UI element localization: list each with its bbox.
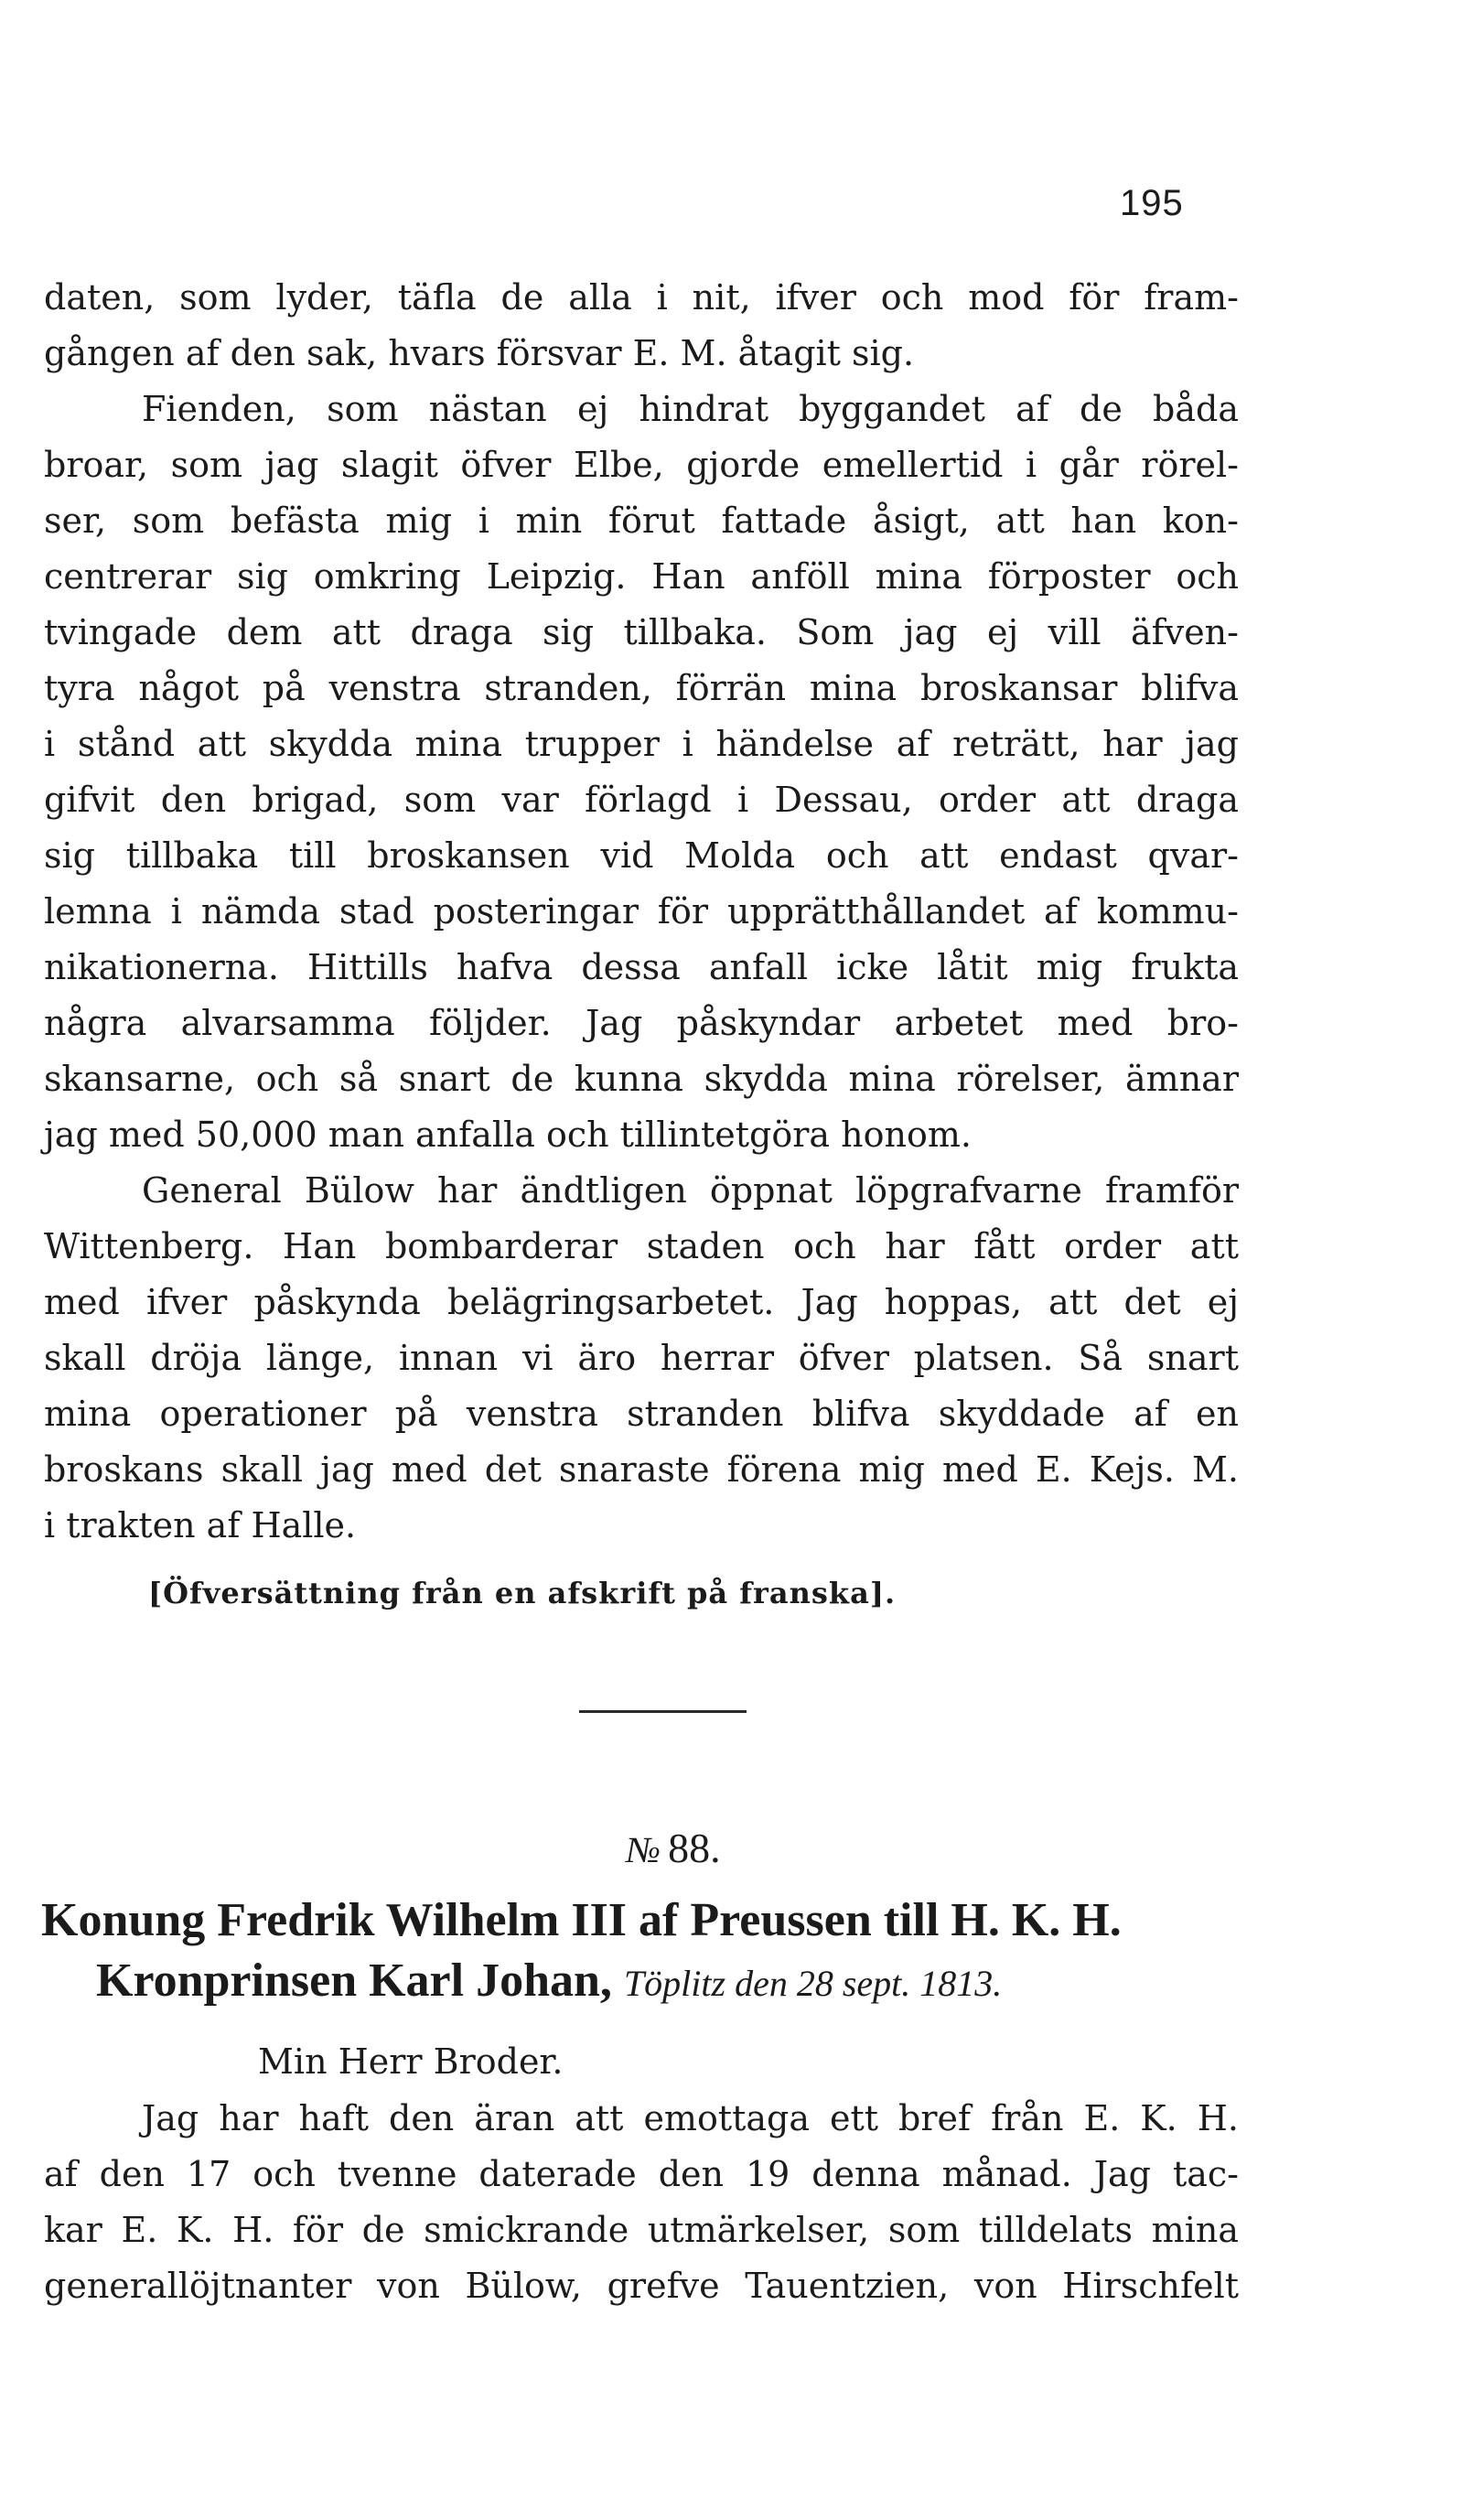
salutation: Min Herr Broder. bbox=[258, 2041, 564, 2082]
text-line: några alvarsamma följder. Jag påskyndar arbetet med bro- bbox=[44, 1003, 1239, 1043]
text-line: daten, som lyder, täfla de alla i nit, ifver och mod för fram- bbox=[44, 277, 1239, 318]
text-line: centrerar sig omkring Leipzig. Han anföll mina förposter och bbox=[44, 556, 1239, 597]
text-line: med ifver påskynda belägringsarbetet. Jag hoppas, att det ej bbox=[44, 1282, 1239, 1322]
text-line: broar, som jag slagit öfver Elbe, gjorde emellertid i går rörel- bbox=[44, 445, 1239, 485]
section-divider bbox=[579, 1710, 747, 1713]
translation-note: [Öfversättning från en afskrift på franska]. bbox=[148, 1576, 897, 1610]
text-line: sig tillbaka till broskansen vid Molda och att endast qvar- bbox=[44, 835, 1239, 876]
text-line: Wittenberg. Han bombarderar staden och har fått order att bbox=[44, 1226, 1239, 1266]
text-line: mina operationer på venstra stranden blifva skyddade af en bbox=[44, 1394, 1239, 1434]
page-number: 195 bbox=[1120, 183, 1184, 223]
text-line: Fienden, som nästan ej hindrat byggandet af de båda bbox=[142, 389, 1239, 429]
text-line: nikationerna. Hittills hafva dessa anfall icke låtit mig frukta bbox=[44, 947, 1239, 987]
recipient-name: Kronprinsen Karl Johan, bbox=[96, 1955, 612, 2007]
text-line: gången af den sak, hvars försvar E. M. åtagit sig. bbox=[44, 333, 915, 373]
place-date: Töplitz den 28 sept. 1813. bbox=[623, 1963, 1003, 2004]
text-line: skansarne, och så snart de kunna skydda mina rörelser, ämnar bbox=[44, 1059, 1239, 1099]
text-line: tyra något på venstra stranden, förrän mina broskansar blifva bbox=[44, 668, 1239, 708]
text-line: tvingade dem att draga sig tillbaka. Som jag ej vill äfven- bbox=[44, 612, 1239, 652]
document-heading-line-1: Konung Fredrik Wilhelm III af Preussen till H. K. H. bbox=[41, 1894, 1122, 1946]
number-value: 88. bbox=[668, 1825, 721, 1871]
text-line: General Bülow har ändtligen öppnat löpgrafvarne framför bbox=[142, 1170, 1239, 1211]
document-number bbox=[0, 1821, 1347, 1878]
text-line: generallöjtnanter von Bülow, grefve Tauentzien, von Hirschfelt bbox=[44, 2266, 1239, 2306]
text-line: broskans skall jag med det snaraste förena mig med E. Kejs. M. bbox=[44, 1449, 1239, 1490]
document-heading-line-2 bbox=[96, 1949, 1249, 2016]
text-line: i stånd att skydda mina trupper i händelse af reträtt, har jag bbox=[44, 724, 1239, 764]
text-line: jag med 50,000 man anfalla och tillintetgöra honom. bbox=[44, 1115, 972, 1155]
text-line: i trakten af Halle. bbox=[44, 1505, 357, 1545]
text-line: af den 17 och tvenne daterade den 19 denna månad. Jag tac- bbox=[44, 2154, 1239, 2194]
text-line: gifvit den brigad, som var förlagd i Dessau, order att draga bbox=[44, 780, 1239, 820]
text-line: Jag har haft den äran att emottaga ett bref från E. K. H. bbox=[142, 2098, 1239, 2138]
text-line: ser, som befästa mig i min förut fattade åsigt, att han kon- bbox=[44, 501, 1239, 541]
text-line: skall dröja länge, innan vi äro herrar öfver platsen. Så snart bbox=[44, 1338, 1239, 1378]
text-line: kar E. K. H. för de smickrande utmärkelser, som tilldelats mina bbox=[44, 2210, 1239, 2250]
text-line: lemna i nämda stad posteringar för upprätthållandet af kommu- bbox=[44, 891, 1239, 932]
number-sign: № bbox=[626, 1829, 661, 1870]
